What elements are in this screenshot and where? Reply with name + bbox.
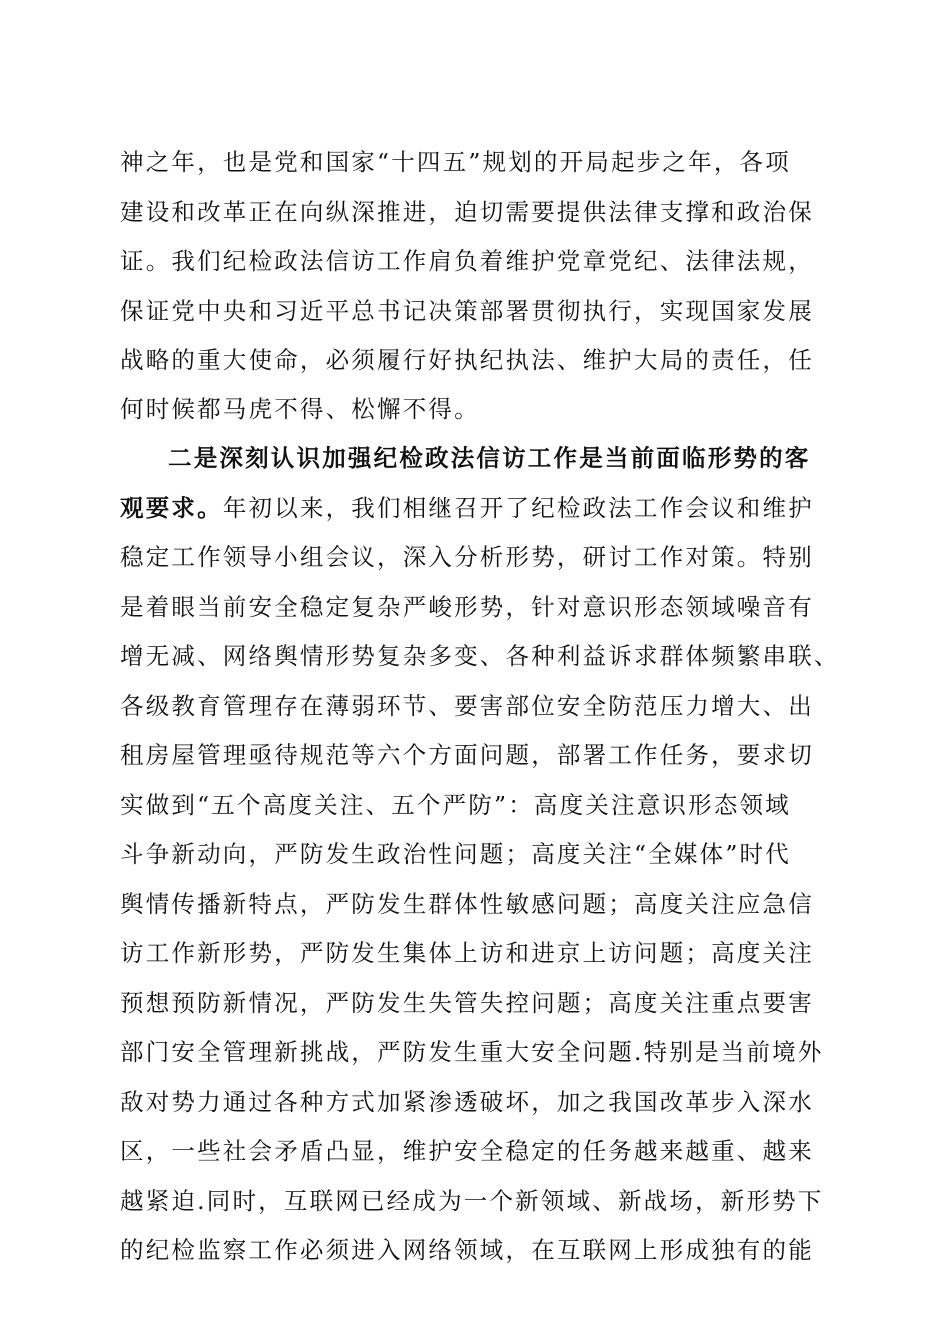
paragraph-heading-end: 观要求。 <box>120 494 223 522</box>
paragraph-heading: 二是深刻认识加强纪检政法信访工作是当前面临形势的客 <box>168 444 811 472</box>
text-line: 建设和改革正在向纵深推进，迫切需要提供法律支撑和政治保 <box>120 198 814 226</box>
text-line: 越紧迫.同时，互联网已经成为一个新领域、新战场，新形势下 <box>120 1187 824 1215</box>
text-line <box>120 488 814 528</box>
text-line: 稳定工作领导小组会议，深入分析形势，研讨工作对策。特别 <box>120 543 814 571</box>
text-line: 增无减、网络舆情形势复杂多变、各种利益诉求群体频繁串联、 <box>120 642 840 670</box>
text-line: 租房屋管理亟待规范等六个方面问题，部署工作任务，要求切 <box>120 741 814 769</box>
text-line: 各级教育管理存在薄弱环节、要害部位安全防范压力增大、出 <box>120 692 814 720</box>
text-line: 何时候都马虎不得、松懈不得。 <box>120 395 480 423</box>
text-line: 部门安全管理新挑战，严防发生重大安全问题.特别是当前境外 <box>120 1038 824 1066</box>
text-line: 证。我们纪检政法信访工作肩负着维护党章党纪、法律法规， <box>120 247 814 275</box>
text-line: 保证党中央和习近平总书记决策部署贯彻执行，实现国家发展 <box>120 297 814 325</box>
text-line: 舆情传播新特点，严防发生群体性敏感问题；高度关注应急信 <box>120 890 814 918</box>
text-line: 是着眼当前安全稳定复杂严峻形势，针对意识形态领域噪音有 <box>120 593 814 621</box>
text-span: 年初以来，我们相继召开了纪检政法工作会议和维护 <box>222 494 814 522</box>
text-line: 战略的重大使命，必须履行好执纪执法、维护大局的责任，任 <box>120 346 814 374</box>
text-line: 实做到“五个高度关注、五个严防”：高度关注意识形态领域 <box>120 791 791 819</box>
text-line: 访工作新形势，严防发生集体上访和进京上访问题；高度关注 <box>120 939 814 967</box>
text-line: 区，一些社会矛盾凸显，维护安全稳定的任务越来越重、越来 <box>120 1137 814 1165</box>
text-line: 的纪检监察工作必须进入网络领域，在互联网上形成独有的能 <box>120 1236 814 1264</box>
text-line: 神之年，也是党和国家“十四五”规划的开局起步之年，各项 <box>120 148 791 176</box>
text-line: 预想预防新情况，严防发生失管失控问题；高度关注重点要害 <box>120 989 814 1017</box>
text-line: 斗争新动向，严防发生政治性问题；高度关注“全媒体”时代 <box>120 840 791 868</box>
text-line: 敌对势力通过各种方式加紧渗透破坏，加之我国改革步入深水 <box>120 1088 814 1116</box>
